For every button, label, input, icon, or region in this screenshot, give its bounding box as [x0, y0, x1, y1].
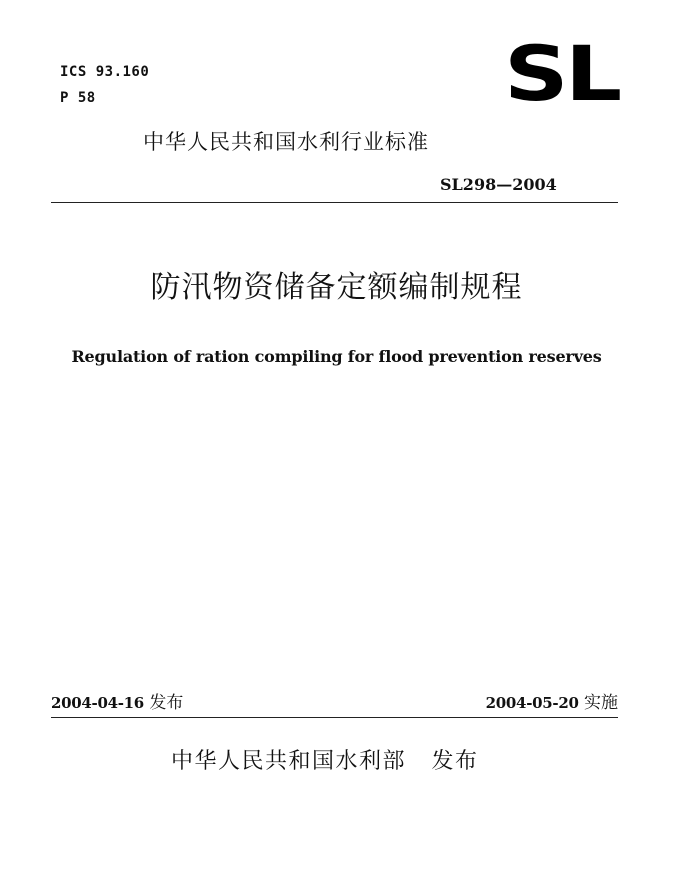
ics-code: ICS 93.160: [60, 64, 150, 80]
implementation-date: 2004-05-20: [485, 694, 579, 712]
p-code: P 58: [60, 90, 96, 106]
implementation-date-line: [486, 688, 618, 713]
issue-date: 2004-04-16: [51, 694, 144, 712]
bottom-divider: [51, 717, 618, 718]
standard-number: SL298—2004: [440, 175, 557, 194]
issue-date-line: [51, 688, 183, 713]
publisher-name: 中华人民共和国水利部: [171, 749, 407, 774]
document-title-chinese: 防汛物资储备定额编制规程: [150, 270, 523, 305]
sl-logo: SL: [504, 29, 619, 118]
issue-label: 发布: [149, 693, 184, 713]
document-title-english: Regulation of ration compiling for flood prevention reserves: [71, 347, 602, 366]
publish-label: 发布: [431, 749, 479, 774]
implementation-label: 实施: [584, 693, 618, 713]
publisher-line: [171, 744, 479, 775]
standard-category: 中华人民共和国水利行业标准: [143, 130, 429, 154]
top-divider: [51, 202, 618, 203]
